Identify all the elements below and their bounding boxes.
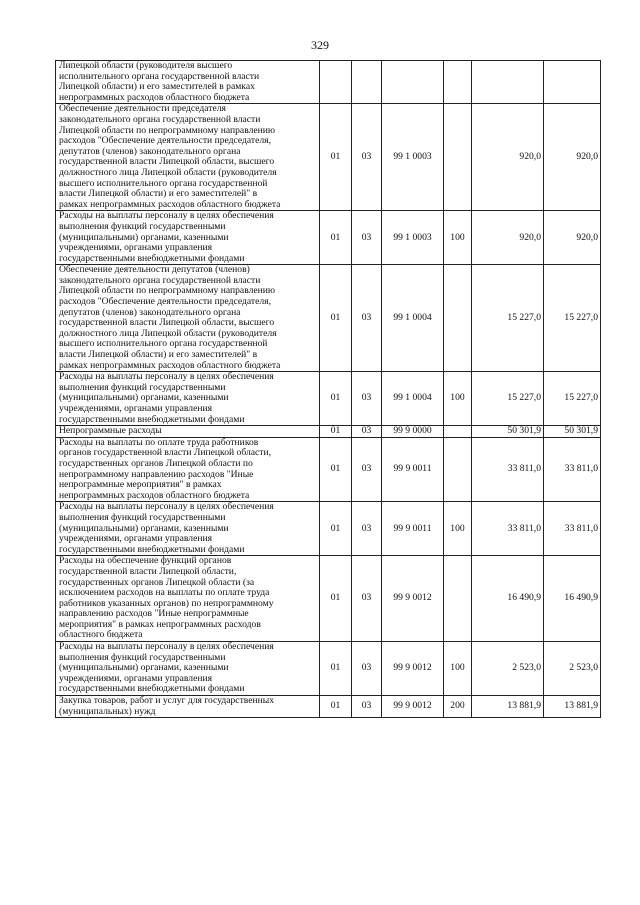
description-line: государственными внебюджетными фондами bbox=[59, 683, 245, 695]
description-line: Непрограммные расходы bbox=[59, 425, 162, 437]
description-line: органов государственной власти Липецкой области, bbox=[59, 447, 271, 459]
description-line: исключением расходов на выплаты по оплате труда bbox=[59, 587, 270, 599]
budget-table bbox=[55, 60, 601, 718]
description-line: высшего исполнительного органа государственной bbox=[59, 338, 268, 350]
description-line: законодательного органа государственной власти bbox=[59, 274, 261, 286]
description-line: учреждениями, органами управления bbox=[59, 672, 213, 684]
description-line: Расходы на выплаты персоналу в целях обеспечения bbox=[59, 371, 274, 383]
description-line: депутатов (членов) законодательного органа bbox=[59, 145, 241, 157]
expense-type-code-cell: 100 bbox=[444, 211, 472, 265]
description-line: государственными внебюджетными фондами bbox=[59, 413, 245, 425]
table-row bbox=[56, 642, 601, 696]
description-line: государственных органов Липецкой области по bbox=[59, 457, 253, 469]
section-code-cell: 03 bbox=[352, 696, 382, 718]
description-line: расходов "Обеспечение деятельности председателя, bbox=[59, 296, 271, 308]
description-line: непрограммные мероприятия" в рамках bbox=[59, 479, 222, 491]
table-row bbox=[56, 437, 601, 502]
table-row bbox=[56, 556, 601, 642]
description-cell bbox=[56, 372, 320, 426]
article-code-cell: 99 1 0003 bbox=[382, 211, 444, 265]
article-code-cell: 99 9 0012 bbox=[382, 642, 444, 696]
description-line: рамках непрограммных расходов областного бюджета bbox=[59, 198, 281, 210]
description-line: Липецкой области по непрограммному направлению bbox=[59, 124, 276, 136]
description-line: власти Липецкой области) и его заместителей" в bbox=[59, 349, 258, 361]
description-line: Расходы на выплаты персоналу в целях обеспечения bbox=[59, 641, 274, 653]
description-cell bbox=[56, 556, 320, 642]
table-row bbox=[56, 426, 601, 438]
amount-cell: 50 301,9 bbox=[472, 426, 544, 438]
description-line: должностного лица Липецкой области (руководителя bbox=[59, 166, 277, 178]
description-cell bbox=[56, 61, 320, 104]
table-row bbox=[56, 104, 601, 211]
amount-cell: 33 811,0 bbox=[472, 437, 544, 502]
article-code-cell: 99 9 0012 bbox=[382, 696, 444, 718]
description-cell bbox=[56, 696, 320, 718]
description-cell bbox=[56, 265, 320, 372]
description-line: непрограммному направлению расходов "Иные bbox=[59, 468, 254, 480]
amount-cell: 920,0 bbox=[472, 211, 544, 265]
description-line: Расходы на выплаты по оплате труда работников bbox=[59, 436, 259, 448]
description-line: непрограммных расходов областного бюджета bbox=[59, 489, 250, 501]
ministry-code-cell: 01 bbox=[320, 556, 352, 642]
description-line: государственными внебюджетными фондами bbox=[59, 252, 245, 264]
description-line: Обеспечение деятельности депутатов (членов) bbox=[59, 264, 250, 276]
description-cell bbox=[56, 104, 320, 211]
table-row bbox=[56, 696, 601, 718]
expense-type-code-cell bbox=[444, 104, 472, 211]
description-line: выполнения функций государственными bbox=[59, 381, 226, 393]
description-line: Расходы на обеспечение функций органов bbox=[59, 555, 232, 567]
page-number: 329 bbox=[311, 38, 329, 52]
description-line: должностного лица Липецкой области (руководителя bbox=[59, 327, 277, 339]
description-line: государственных органов Липецкой области (за bbox=[59, 576, 255, 588]
section-code-cell: 03 bbox=[352, 372, 382, 426]
section-code-cell: 03 bbox=[352, 211, 382, 265]
article-code-cell: 99 9 0011 bbox=[382, 502, 444, 556]
amount-cell: 16 490,9 bbox=[472, 556, 544, 642]
description-line: Расходы на выплаты персоналу в целях обеспечения bbox=[59, 501, 274, 513]
expense-type-code-cell bbox=[444, 556, 472, 642]
description-line: государственными внебюджетными фондами bbox=[59, 543, 245, 555]
amount-cell: 2 523,0 bbox=[472, 642, 544, 696]
description-line: (муниципальными) органами, казенными bbox=[59, 522, 229, 534]
section-code-cell: 03 bbox=[352, 437, 382, 502]
amount-cell-2: 15 227,0 bbox=[544, 265, 601, 372]
description-line: мероприятия" в рамках непрограммных расходов bbox=[59, 618, 261, 630]
description-line: исполнительного органа государственной власти bbox=[59, 70, 260, 82]
budget-table-body bbox=[56, 61, 601, 718]
amount-cell-2: 16 490,9 bbox=[544, 556, 601, 642]
description-line: депутатов (членов) законодательного органа bbox=[59, 306, 241, 318]
expense-type-code-cell bbox=[444, 61, 472, 104]
description-line: государственной власти Липецкой области, высшего bbox=[59, 317, 275, 329]
description-line: Расходы на выплаты персоналу в целях обеспечения bbox=[59, 210, 274, 222]
description-cell bbox=[56, 426, 320, 438]
expense-type-code-cell bbox=[444, 265, 472, 372]
description-line: Липецкой области) и его заместителей в рамках bbox=[59, 81, 255, 93]
amount-cell: 15 227,0 bbox=[472, 265, 544, 372]
description-line: государственной власти Липецкой области, bbox=[59, 565, 237, 577]
section-code-cell bbox=[352, 61, 382, 104]
article-code-cell: 99 9 0011 bbox=[382, 437, 444, 502]
amount-cell: 13 881,9 bbox=[472, 696, 544, 718]
table-row bbox=[56, 372, 601, 426]
description-line: (муниципальными) органами, казенными bbox=[59, 392, 229, 404]
amount-cell-2: 2 523,0 bbox=[544, 642, 601, 696]
description-line: Липецкой области (руководителя высшего bbox=[59, 60, 233, 71]
description-line: государственной власти Липецкой области, высшего bbox=[59, 156, 275, 168]
amount-cell-2: 50 301,9 bbox=[544, 426, 601, 438]
description-line: выполнения функций государственными bbox=[59, 220, 226, 232]
article-code-cell: 99 9 0012 bbox=[382, 556, 444, 642]
ministry-code-cell: 01 bbox=[320, 211, 352, 265]
description-line: (муниципальных) нужд bbox=[59, 705, 156, 717]
amount-cell: 15 227,0 bbox=[472, 372, 544, 426]
ministry-code-cell: 01 bbox=[320, 104, 352, 211]
ministry-code-cell: 01 bbox=[320, 696, 352, 718]
expense-type-code-cell: 200 bbox=[444, 696, 472, 718]
expense-type-code-cell bbox=[444, 437, 472, 502]
description-line: направлению расходов "Иные непрограммные bbox=[59, 608, 249, 620]
amount-cell: 920,0 bbox=[472, 104, 544, 211]
ministry-code-cell: 01 bbox=[320, 502, 352, 556]
section-code-cell: 03 bbox=[352, 502, 382, 556]
amount-cell-2: 33 811,0 bbox=[544, 502, 601, 556]
expense-type-code-cell: 100 bbox=[444, 502, 472, 556]
description-line: учреждениями, органами управления bbox=[59, 533, 213, 545]
description-line: высшего исполнительного органа государственной bbox=[59, 177, 268, 189]
amount-cell-2 bbox=[544, 61, 601, 104]
description-line: выполнения функций государственными bbox=[59, 511, 226, 523]
section-code-cell: 03 bbox=[352, 642, 382, 696]
ministry-code-cell: 01 bbox=[320, 642, 352, 696]
amount-cell-2: 15 227,0 bbox=[544, 372, 601, 426]
description-cell bbox=[56, 437, 320, 502]
description-line: законодательного органа государственной власти bbox=[59, 113, 261, 125]
table-row bbox=[56, 502, 601, 556]
description-line: (муниципальными) органами, казенными bbox=[59, 662, 229, 674]
amount-cell bbox=[472, 61, 544, 104]
description-line: расходов "Обеспечение деятельности председателя, bbox=[59, 135, 271, 147]
table-row bbox=[56, 211, 601, 265]
description-line: учреждениями, органами управления bbox=[59, 403, 213, 414]
article-code-cell: 99 1 0004 bbox=[382, 372, 444, 426]
expense-type-code-cell: 100 bbox=[444, 372, 472, 426]
expense-type-code-cell bbox=[444, 426, 472, 438]
description-line: непрограммных расходов областного бюджета bbox=[59, 91, 250, 103]
description-cell bbox=[56, 502, 320, 556]
ministry-code-cell: 01 bbox=[320, 437, 352, 502]
description-line: выполнения функций государственными bbox=[59, 651, 226, 663]
expense-type-code-cell: 100 bbox=[444, 642, 472, 696]
table-row bbox=[56, 265, 601, 372]
amount-cell-2: 920,0 bbox=[544, 104, 601, 211]
section-code-cell: 03 bbox=[352, 104, 382, 211]
section-code-cell: 03 bbox=[352, 556, 382, 642]
article-code-cell: 99 1 0003 bbox=[382, 104, 444, 211]
description-line: власти Липецкой области) и его заместителей" в bbox=[59, 188, 258, 200]
section-code-cell: 03 bbox=[352, 265, 382, 372]
amount-cell-2: 33 811,0 bbox=[544, 437, 601, 502]
ministry-code-cell: 01 bbox=[320, 372, 352, 426]
description-line: Липецкой области по непрограммному направлению bbox=[59, 285, 276, 297]
description-line: областного бюджета bbox=[59, 629, 143, 641]
ministry-code-cell: 01 bbox=[320, 426, 352, 438]
ministry-code-cell: 01 bbox=[320, 265, 352, 372]
description-cell bbox=[56, 642, 320, 696]
table-row bbox=[56, 61, 601, 104]
description-line: работников указанных органов) по непрограммному bbox=[59, 597, 274, 609]
description-cell bbox=[56, 211, 320, 265]
article-code-cell: 99 9 0000 bbox=[382, 426, 444, 438]
article-code-cell bbox=[382, 61, 444, 104]
article-code-cell: 99 1 0004 bbox=[382, 265, 444, 372]
description-line: Обеспечение деятельности председателя bbox=[59, 103, 226, 115]
description-line: Закупка товаров, работ и услуг для государственных bbox=[59, 695, 275, 707]
amount-cell: 33 811,0 bbox=[472, 502, 544, 556]
description-line: учреждениями, органами управления bbox=[59, 242, 213, 254]
description-line: рамках непрограммных расходов областного бюджета bbox=[59, 359, 281, 371]
amount-cell-2: 13 881,9 bbox=[544, 696, 601, 718]
amount-cell-2: 920,0 bbox=[544, 211, 601, 265]
ministry-code-cell bbox=[320, 61, 352, 104]
section-code-cell: 03 bbox=[352, 426, 382, 438]
description-line: (муниципальными) органами, казенными bbox=[59, 231, 229, 243]
